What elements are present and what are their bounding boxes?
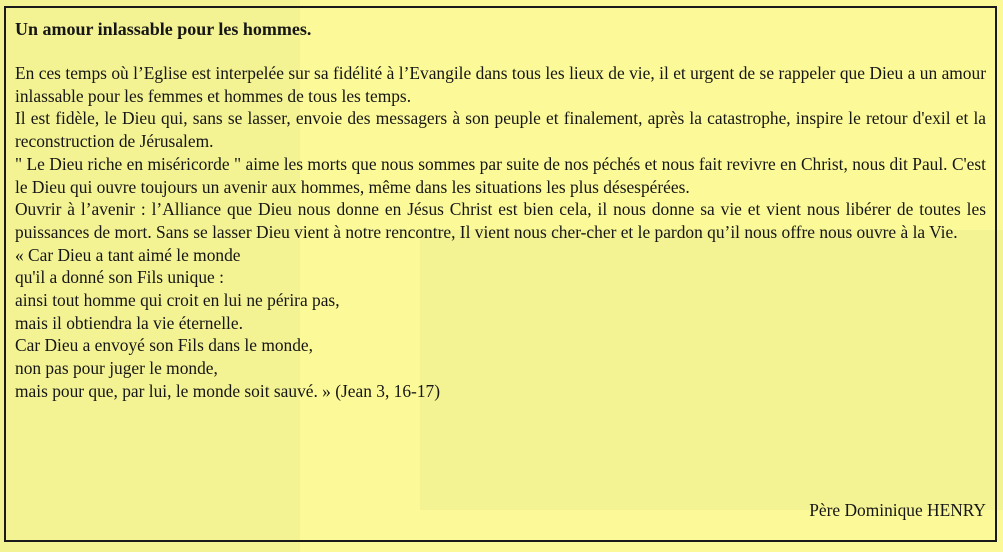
verse-line-7: mais pour que, par lui, le monde soit sauvé. » (Jean 3, 16-17) (15, 380, 441, 401)
article-box (4, 6, 997, 542)
verse-line-4: mais il obtiendra la vie éternelle. (15, 312, 243, 333)
paragraph-3: " Le Dieu riche en miséricorde " aime les morts que nous sommes par suite de nos péchés et nous fait revivre en Christ, nous dit Paul. C'est le Dieu qui ouvre toujours un avenir aux hommes, même dans les situations les plus désespérées. (15, 153, 986, 197)
paragraph-4: Ouvrir à l’avenir : l’Alliance que Dieu nous donne en Jésus Christ est bien cela, il nous donne sa vie et vient nous libérer de toutes les puissances de mort. Sans se lasser Dieu vient à notre rencontre, Il vient nous cher-cher et le pardon qu’il nous offre nous ouvre à la Vie. (15, 199, 986, 242)
verse-line-5: Car Dieu a envoyé son Fils dans le monde, (15, 335, 314, 356)
article-title: Un amour inlassable pour les hommes. (15, 19, 312, 39)
paragraph-2: Il est fidèle, le Dieu qui, sans se lasser, envoie des messagers à son peuple et finalement, après la catastrophe, inspire le retour d'exil et la reconstruction de Jérusalem. (15, 108, 986, 152)
verse-line-6: non pas pour juger le monde, (15, 358, 218, 379)
author-signature: Père Dominique HENRY (809, 500, 986, 520)
verse-line-1: « Car Dieu a tant aimé le monde (15, 244, 241, 265)
verse-line-2: qu'il a donné son Fils unique : (15, 267, 224, 288)
paragraph-1: En ces temps où l’Eglise est interpelée sur sa fidélité à l’Evangile dans tous les lieux de vie, il et urgent de se rappeler que Dieu a un amour inlassable pour les femmes et hommes de tous les temps. (15, 63, 986, 106)
verse-line-3: ainsi tout homme qui croit en lui ne périra pas, (15, 290, 340, 311)
